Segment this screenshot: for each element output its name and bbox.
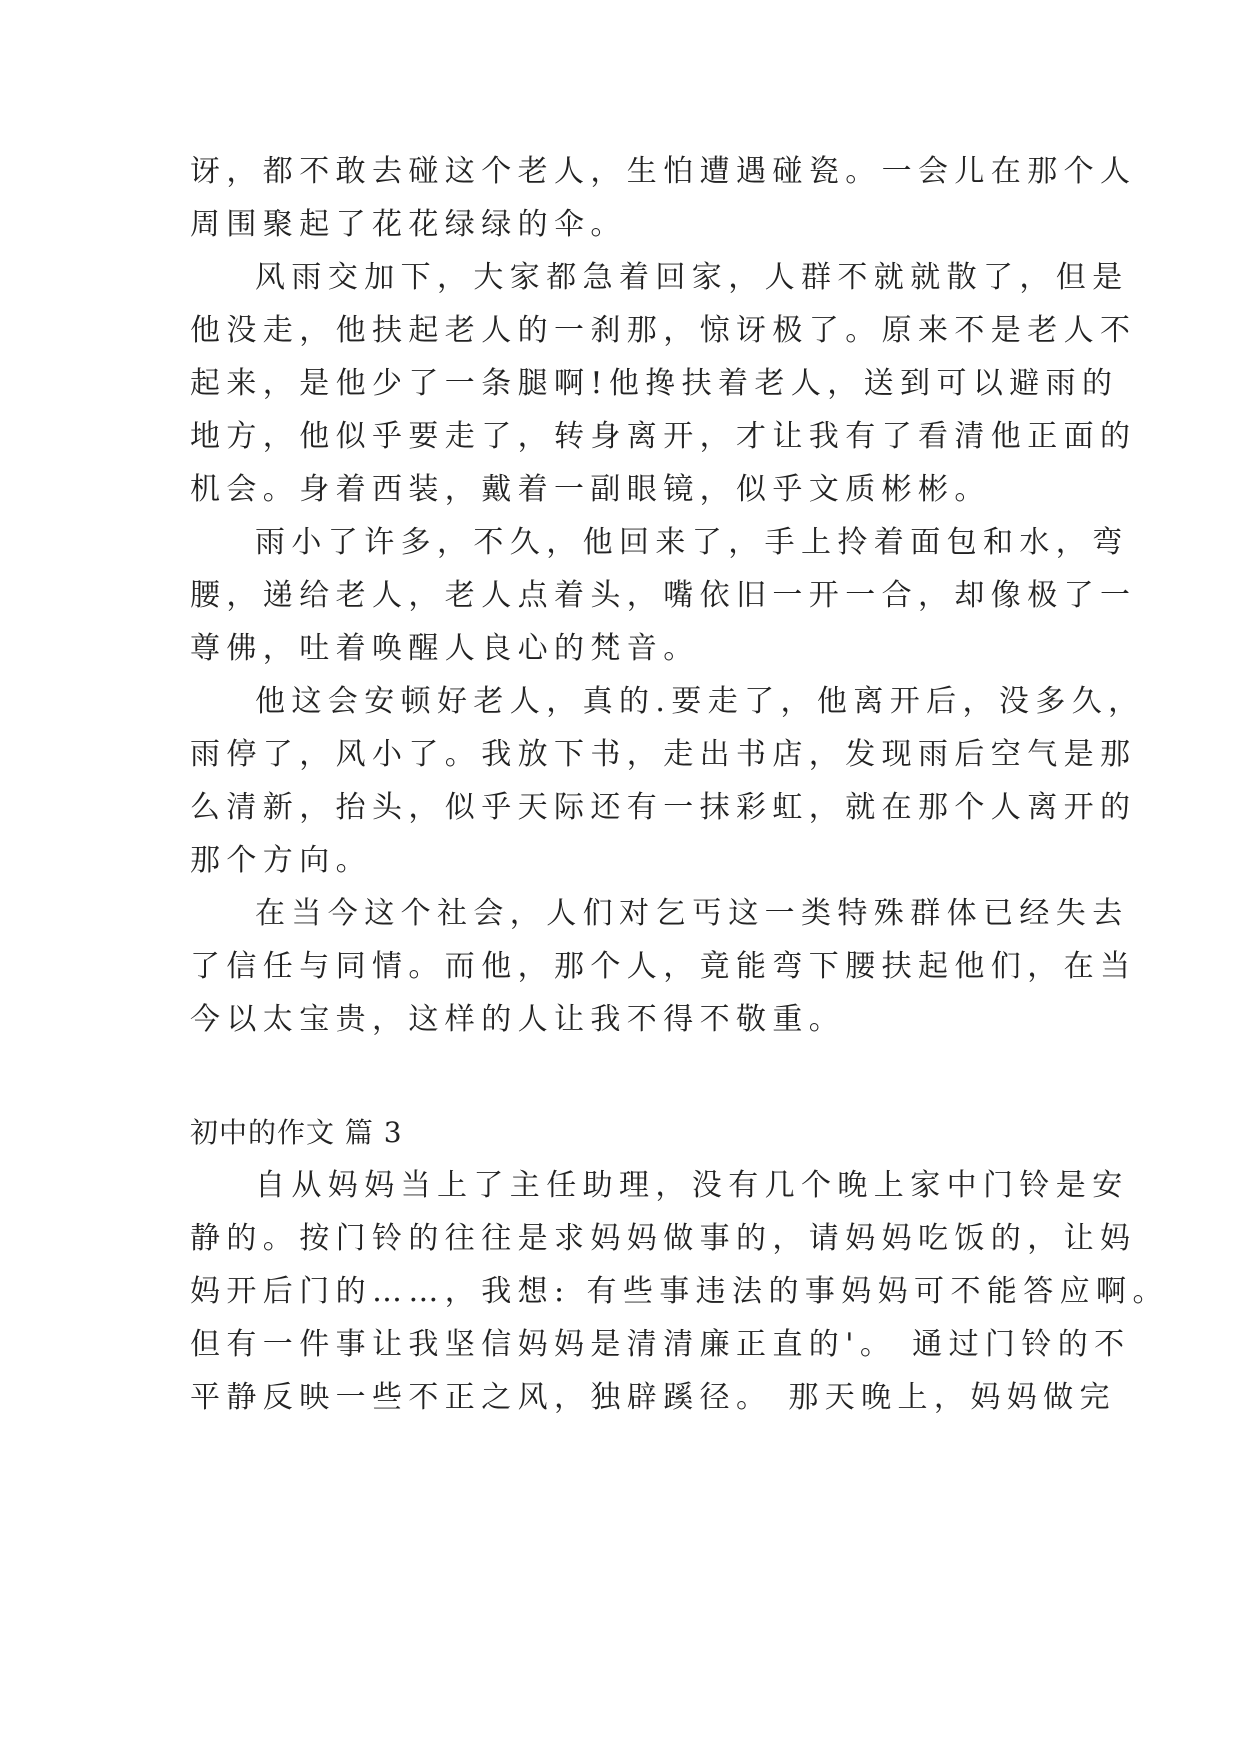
text-line: 周围聚起了花花绿绿的伞。 bbox=[190, 207, 627, 242]
text-line: 讶，都不敢去碰这个老人，生怕遭遇碰瓷。一会儿在那个人 bbox=[190, 154, 1137, 189]
text-line: 机会。身着西装，戴着一副眼镜，似乎文质彬彬。 bbox=[190, 472, 991, 507]
text-line: 静的。按门铃的往往是求妈妈做事的，请妈妈吃饭的，让妈 bbox=[190, 1221, 1137, 1256]
text-line: 么清新，抬头，似乎天际还有一抹彩虹，就在那个人离开的 bbox=[190, 790, 1137, 825]
text-line: 风雨交加下，大家都急着回家，人群不就就散了，但是 bbox=[255, 260, 1129, 295]
text-line: 但有一件事让我坚信妈妈是清清廉正直的'。 通过门铃的不 bbox=[190, 1327, 1131, 1362]
text-line: 妈开后门的……，我想: 有些事违法的事妈妈可不能答应啊。 bbox=[190, 1274, 1169, 1309]
text-line: 腰，递给老人，老人点着头，嘴依旧一开一合，却像极了一 bbox=[190, 578, 1137, 613]
section-heading: 初中的作文 篇 3 bbox=[190, 1116, 403, 1149]
text-line: 雨停了，风小了。我放下书，走出书店，发现雨后空气是那 bbox=[190, 737, 1137, 772]
text-line: 地方，他似乎要走了，转身离开，才让我有了看清他正面的 bbox=[190, 419, 1137, 454]
text-line: 他这会安顿好老人，真的.要走了，他离开后，没多久， bbox=[255, 684, 1145, 719]
text-line: 雨小了许多，不久，他回来了，手上拎着面包和水，弯 bbox=[255, 525, 1129, 560]
text-line: 他没走，他扶起老人的一刹那，惊讶极了。原来不是老人不 bbox=[190, 313, 1137, 348]
text-line: 今以太宝贵，这样的人让我不得不敬重。 bbox=[190, 1002, 846, 1037]
text-line: 自从妈妈当上了主任助理，没有几个晚上家中门铃是安 bbox=[255, 1168, 1129, 1203]
text-line: 平静反映一些不正之风，独辟蹊径。 那天晚上，妈妈做完 bbox=[190, 1380, 1116, 1415]
text-line: 了信任与同情。而他，那个人，竟能弯下腰扶起他们，在当 bbox=[190, 949, 1137, 984]
text-line: 起来，是他少了一条腿啊!他搀扶着老人，送到可以避雨的 bbox=[190, 366, 1119, 401]
text-line: 那个方向。 bbox=[190, 843, 372, 878]
text-line: 尊佛，吐着唤醒人良心的梵音。 bbox=[190, 631, 700, 666]
text-line: 在当今这个社会，人们对乞丐这一类特殊群体已经失去 bbox=[255, 896, 1129, 931]
